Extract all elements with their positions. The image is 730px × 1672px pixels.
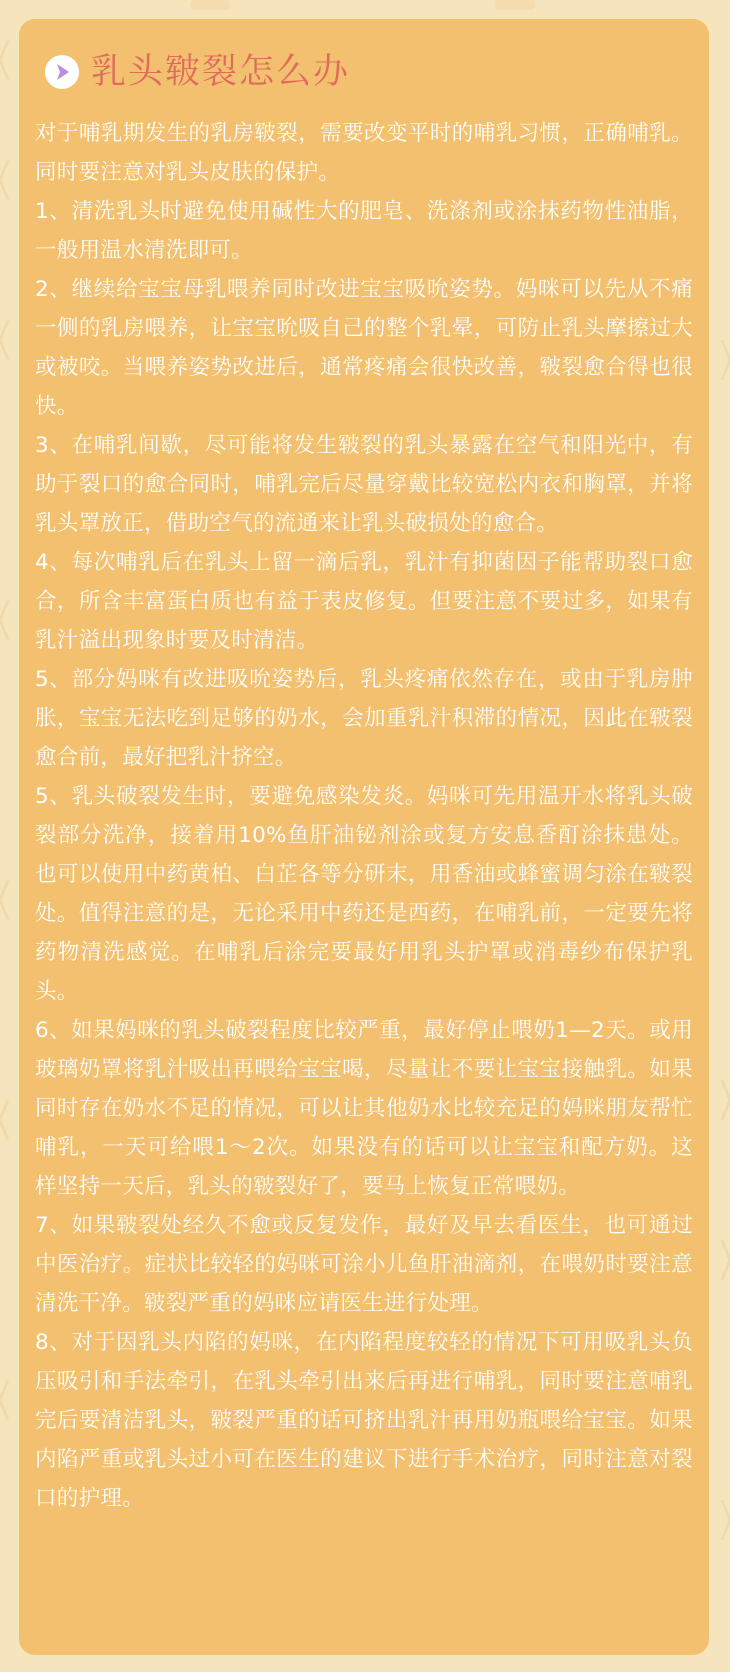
paragraph-3: 3、在哺乳间歇，尽可能将发生皲裂的乳头暴露在空气和阳光中，有助于裂口的愈合同时，哺乳完后尽量穿戴比较宽松内衣和胸罩，并将乳头罩放正，借助空气的流通来让乳头破损处的愈合。 <box>35 433 693 536</box>
section-header <box>45 49 693 95</box>
paragraph-4: 4、每次哺乳后在乳头上留一滴后乳，乳汁有抑菌因子能帮助裂口愈合，所含丰富蛋白质也有益于表皮修复。但要注意不要过多，如果有乳汁溢出现象时要及时清洁。 <box>35 550 693 653</box>
paragraph-1: 1、清洗乳头时避免使用碱性大的肥皂、洗涤剂或涂抹药物性油脂，一般用温水清洗即可。 <box>35 199 693 263</box>
paragraph-6: 6、如果妈咪的乳头破裂程度比较严重，最好停止喂奶1—2天。或用玻璃奶罩将乳汁吸出再喂给宝宝喝，尽量让不要让宝宝接触乳。如果同时存在奶水不足的情况，可以让其他奶水比较充足的妈咪朋友帮忙哺乳，一天可给喂1～2次。如果没有的话可以让宝宝和配方奶。这样坚持一天后，乳头的皲裂好了，要马上恢复正常喂奶。 <box>35 1018 693 1199</box>
page-title: 乳头皲裂怎么办 <box>91 52 351 92</box>
paragraph-intro: 对于哺乳期发生的乳房皲裂，需要改变平时的哺乳习惯，正确哺乳。同时要注意对乳头皮肤的保护。 <box>35 121 693 185</box>
paragraph-5a: 5、部分妈咪有改进吸吮姿势后，乳头疼痛依然存在，或由于乳房肿胀，宝宝无法吃到足够的奶水，会加重乳汁积滞的情况，因此在皲裂愈合前，最好把乳汁挤空。 <box>35 667 693 770</box>
paragraph-2: 2、继续给宝宝母乳喂养同时改进宝宝吸吮姿势。妈咪可以先从不痛一侧的乳房喂养，让宝宝吮吸自己的整个乳晕，可防止乳头摩擦过大或被咬。当喂养姿势改进后，通常疼痛会很快改善，皲裂愈合得也很快。 <box>35 277 693 419</box>
paragraph-5b: 5、乳头破裂发生时，要避免感染发炎。妈咪可先用温开水将乳头破裂部分洗净，接着用10%鱼肝油铋剂涂或复方安息香酊涂抹患处。也可以使用中药黄柏、白芷各等分研末，用香油或蜂蜜调匀涂在皲裂处。值得注意的是，无论采用中药还是西药，在哺乳前，一定要先将药物清洗感觉。在哺乳后涂完要最好用乳头护罩或消毒纱布保护乳头。 <box>35 784 693 1004</box>
paragraph-7: 7、如果皲裂处经久不愈或反复发作，最好及早去看医生，也可通过中医治疗。症状比较轻的妈咪可涂小儿鱼肝油滴剂，在喂奶时要注意清洗干净。皲裂严重的妈咪应请医生进行处理。 <box>35 1213 693 1316</box>
article-body <box>35 114 693 1518</box>
paragraph-8: 8、对于因乳头内陷的妈咪，在内陷程度较轻的情况下可用吸乳头负压吸引和手法牵引，在乳头牵引出来后再进行哺乳，同时要注意哺乳完后要清洁乳头，皲裂严重的话可挤出乳汁再用奶瓶喂给宝宝。如果内陷严重或乳头过小可在医生的建议下进行手术治疗，同时注意对裂口的护理。 <box>35 1330 693 1511</box>
chevron-right-icon <box>45 55 79 89</box>
content-card <box>19 19 709 1655</box>
